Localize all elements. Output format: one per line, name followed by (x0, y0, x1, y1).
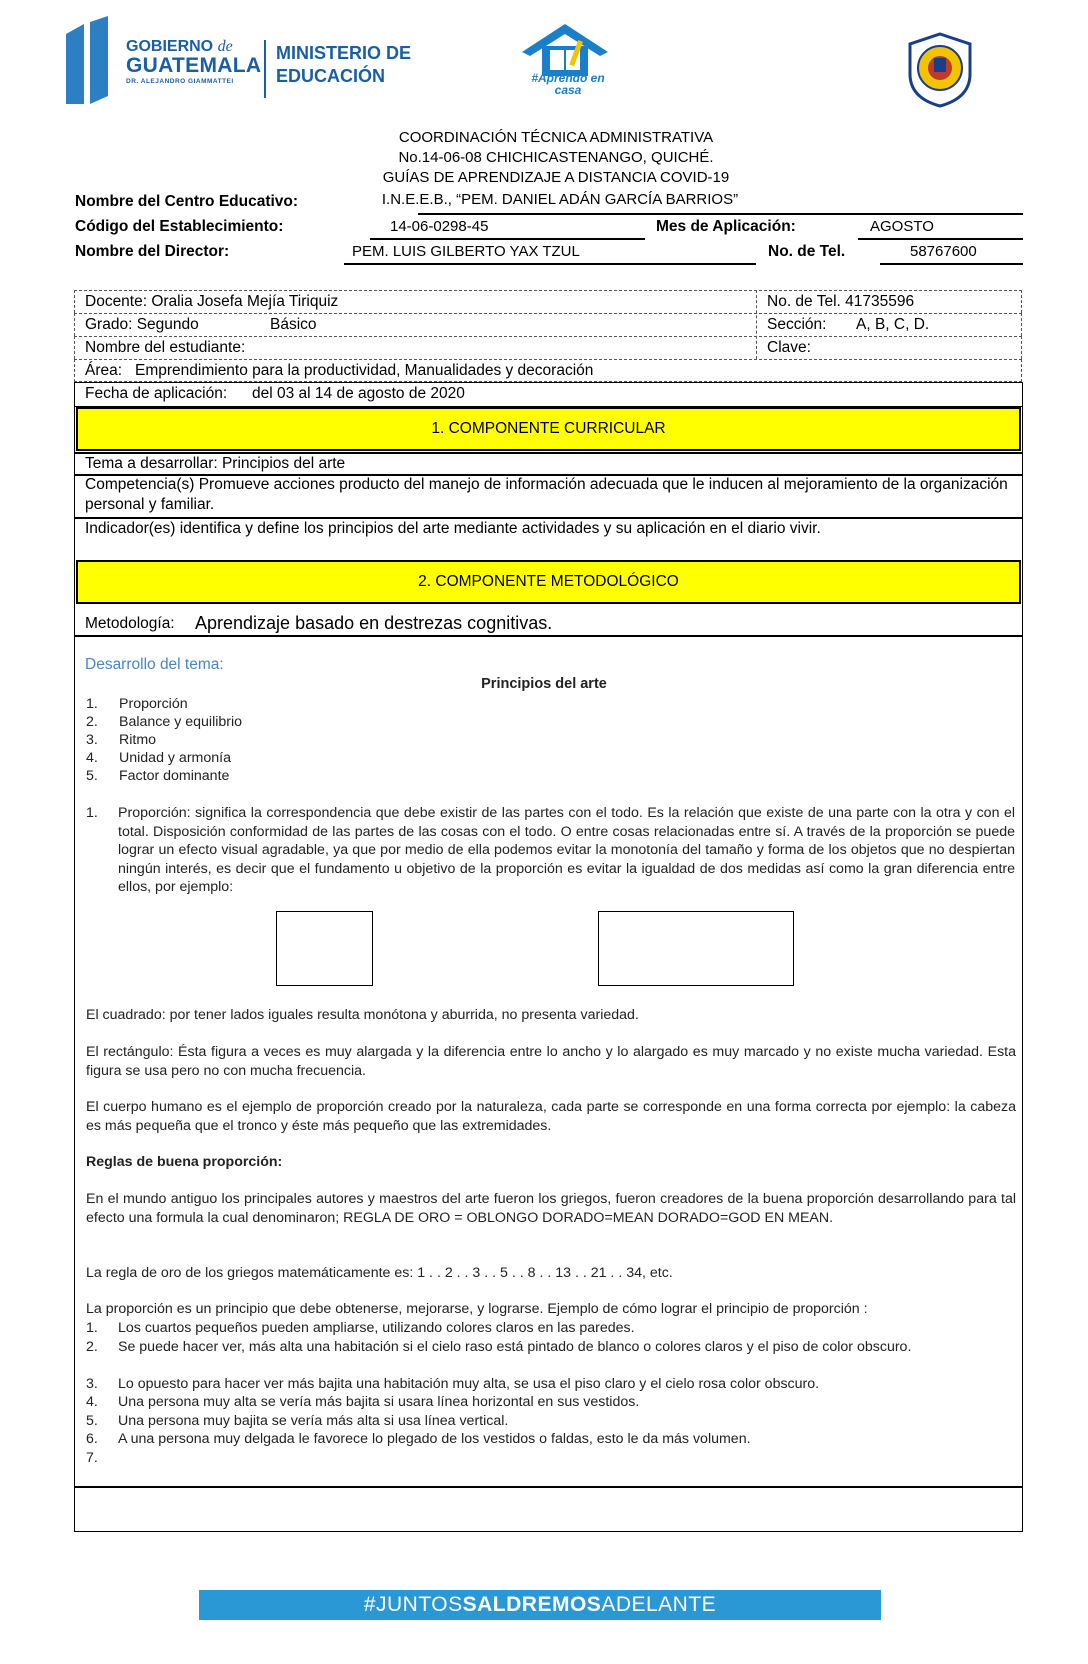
ejemplo-number: 3. (86, 1375, 98, 1392)
codigo-label: Código del Establecimiento: (75, 218, 284, 235)
director-value: PEM. LUIS GILBERTO YAX TZUL (352, 243, 580, 260)
reglas-heading: Reglas de buena proporción: (86, 1154, 283, 1170)
seccion-value: A, B, C, D. (856, 316, 930, 333)
cuerpo-text: El cuerpo humano es el ejemplo de proporción creado por la naturaleza, cada parte se corresponde en una forma correcta por ejemplo: la cabeza es más pequeña que el tronco y éste más pequeño que las extremidades. (86, 1099, 1016, 1134)
title-guias: GUÍAS DE APRENDIZAJE A DISTANCIA COVID-19 (382, 169, 730, 186)
metodologia-value: Aprendizaje basado en destrezas cognitivas. (195, 613, 553, 633)
gob-text-line3: DR. ALEJANDRO GIAMMATTEI (126, 78, 234, 85)
centro-label: Nombre del Centro Educativo: (75, 193, 299, 210)
ejemplo-item: Una persona muy alta se vería más bajita si usara línea horizontal en sus vestidos. (118, 1394, 640, 1410)
principle-item: Ritmo (119, 732, 157, 748)
principios-subtitle: Principios del arte (481, 676, 607, 692)
title-ineeb: I.N.E.E.B., “PEM. DANIEL ADÁN GARCÍA BARRIOS” (381, 191, 739, 208)
ministerio-line1: MINISTERIO DE (276, 43, 412, 63)
director-tel-label: No. de Tel. (768, 243, 846, 260)
gobierno-guatemala-logo (66, 16, 426, 104)
principle-number: 5. (86, 768, 98, 784)
docente-text: Docente: Oralia Josefa Mejía Tiriquiz (85, 293, 339, 310)
ejemplo-number: 2. (86, 1338, 98, 1355)
principio-intro-text: La proporción es un principio que debe obtenerse, mejorarse, y lograrse. Ejemplo de cómo lograr el principio de proporción : (86, 1301, 868, 1317)
ejemplo-number: 6. (86, 1431, 98, 1447)
square-shape (276, 911, 373, 986)
componente-metodologico-heading: 2. COMPONENTE METODOLÓGICO (76, 560, 1021, 604)
tel-underline (880, 263, 1023, 265)
rectangle-shape (598, 911, 794, 986)
aprendo-en-casa-tag: #Aprendo en casa (531, 71, 605, 97)
centro-underline (418, 213, 1023, 215)
fecha-value: del 03 al 14 de agosto de 2020 (252, 385, 465, 402)
indicador-text: Indicador(es) identifica y define los principios del arte mediante actividades y su aplicación en el diario vivir. (85, 520, 821, 537)
ejemplo-item: Lo opuesto para hacer ver más bajita una habitación muy alta, se usa el piso claro y el cielo rosa color obscuro. (118, 1375, 820, 1392)
estudiante-label: Nombre del estudiante: (85, 339, 246, 356)
area-label: Área: (85, 362, 123, 379)
director-tel-value: 58767600 (910, 243, 977, 260)
clave-label: Clave: (767, 339, 811, 356)
principle-number: 2. (86, 714, 98, 730)
ineeb-seal-icon (906, 32, 974, 108)
footer-part1: #JUNTOS (363, 1593, 463, 1616)
regla-oro-text: La regla de oro de los griegos matemáticamente es: 1 . . 2 . . 3 . . 5 . . 8 . . 13 . . 21 . . 34, etc. (86, 1265, 673, 1281)
ejemplo-number: 7. (86, 1449, 98, 1466)
principle-item: Proporción (119, 696, 188, 712)
mundo-text: En el mundo antiguo los principales autores y maestros del arte fueron los griegos, fueron creadores de la buena proporción desarrollando para tal efecto una formula la cual denominaron; REGLA DE ORO = OBLONGO DORADO=MEAN DORADO=GOD EN MEAN. (86, 1191, 1016, 1226)
footer-banner (199, 1590, 881, 1620)
ejemplo-item: Se puede hacer ver, más alta una habitación si el cielo raso está pintado de blanco o colores claros y el piso de color obscuro. (118, 1338, 912, 1355)
guatemala-flag-bars-icon (66, 16, 116, 104)
principle-item: Factor dominante (119, 768, 230, 784)
metodologia-label: Metodología: (85, 615, 175, 632)
principle-item: Unidad y armonía (119, 750, 231, 766)
area-value: Emprendimiento para la productividad, Manualidades y decoración (135, 362, 594, 379)
tema-text: Tema a desarrollar: Principios del arte (85, 455, 346, 472)
codigo-value: 14-06-0298-45 (390, 218, 489, 235)
info-split (756, 290, 757, 359)
componente-curricular-heading: 1. COMPONENTE CURRICULAR (76, 407, 1021, 451)
principle-number: 1. (86, 696, 98, 712)
ejemplo-item: A una persona muy delgada le favorece lo plegado de los vestidos o faldas, esto le da más volumen. (118, 1431, 751, 1447)
mes-value: AGOSTO (870, 218, 934, 235)
mes-label: Mes de Aplicación: (656, 218, 796, 235)
title-coordinacion: COORDINACIÓN TÉCNICA ADMINISTRATIVA (398, 129, 714, 146)
footer-part2: SALDREMOS (462, 1593, 602, 1616)
principle-number: 3. (86, 732, 98, 748)
mes-underline (858, 238, 1023, 240)
principle-item: Balance y equilibrio (119, 714, 243, 730)
grado-value: Básico (270, 316, 317, 333)
competencia-text: Competencia(s) Promueve acciones producto del manejo de información adecuada que le inducen al mejoramiento de la organización personal y familiar. (85, 476, 1008, 513)
title-numero: No.14-06-08 CHICHICASTENANGO, QUICHÉ. (398, 149, 714, 166)
gob-text-line1b: de (217, 38, 233, 55)
gob-text-line1a: GOBIERNO (126, 38, 214, 55)
ejemplo-number: 5. (86, 1412, 98, 1429)
cuadrado-text: El cuadrado: por tener lados iguales resulta monótona y aburrida, no presenta variedad. (86, 1007, 639, 1023)
proporcion-number: 1. (86, 805, 98, 821)
fecha-label: Fecha de aplicación: (85, 385, 228, 402)
director-underline (344, 263, 756, 265)
ejemplo-item: Los cuartos pequeños pueden ampliarse, utilizando colores claros en las paredes. (118, 1320, 635, 1336)
codigo-underline (370, 238, 645, 240)
desarrollo-label: Desarrollo del tema: (85, 656, 224, 673)
grado-label: Grado: Segundo (85, 316, 199, 333)
principle-number: 4. (86, 750, 98, 766)
seccion-label: Sección: (767, 316, 827, 333)
rectangulo-text: El rectángulo: Ésta figura a veces es muy alargada y la diferencia entre lo ancho y lo alargado es muy marcado y no existe mucha variedad. Esta figura se usa pero no con mucha frecuencia. (86, 1044, 1016, 1079)
logo-divider (264, 40, 266, 98)
docente-tel: No. de Tel. 41735596 (767, 293, 915, 310)
ejemplo-number: 1. (86, 1320, 98, 1336)
ejemplo-item: Una persona muy bajita se vería más alta si usa línea vertical. (118, 1412, 509, 1429)
rule-metodologia (74, 635, 1023, 637)
gob-text-line2: GUATEMALA (126, 54, 262, 77)
rule-bottom (74, 1486, 1023, 1488)
ejemplo-number: 4. (86, 1394, 98, 1410)
director-label: Nombre del Director: (75, 243, 230, 260)
footer-part3: ADELANTE (601, 1593, 717, 1616)
ministerio-text (276, 42, 411, 88)
ministerio-line2: EDUCACIÓN (276, 66, 386, 86)
proporcion-paragraph: Proporción: significa la correspondencia que debe existir de las partes con el todo. Es la relación que existe de una parte con la otra y con el total. Disposición conformidad de las partes de las cosas con el todo. O entre cosas relacionadas entre sí. A través de la proporción se puede lograr un efecto visual agradable, ya que por medio de ella podemos evitar la monotonía del tamaño y forma de los objetos que no despiertan ningún interés, es decir que el fundamento u objetivo de la proporción es evitar la igualdad de dos medidas así como la gran diferencia entre ellos, por ejemplo: (118, 805, 1015, 895)
